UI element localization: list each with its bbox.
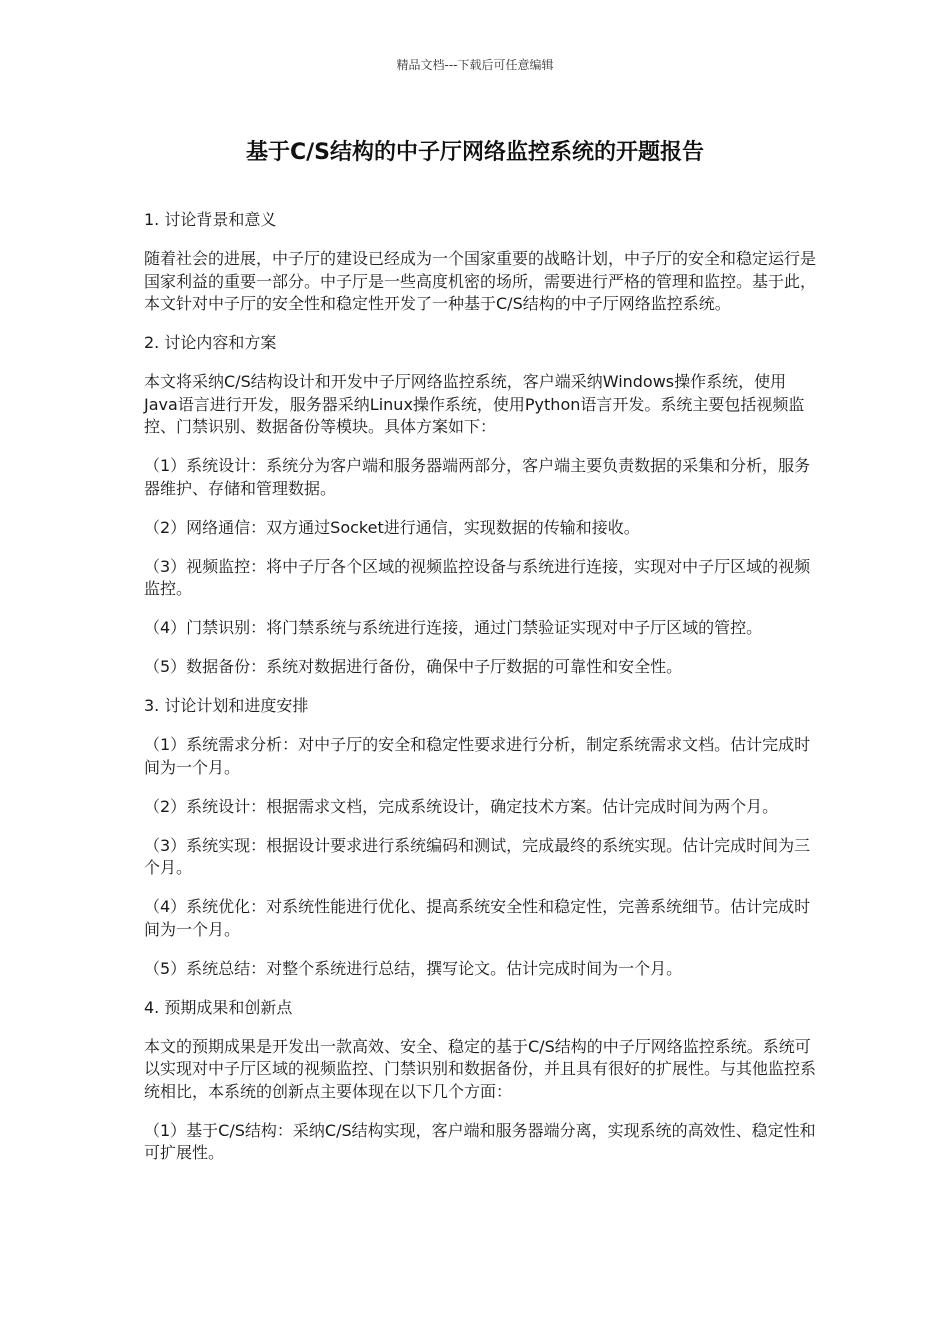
section-2-item-5: （5）数据备份：系统对数据进行备份，确保中子厅数据的可靠性和安全性。 (144, 657, 683, 676)
section-1-paragraph: 随着社会的进展，中子厅的建设已经成为一个国家重要的战略计划，中子厅的安全和稳定运行是国家利益的重要一部分。中子厅是一些高度机密的场所，需要进行严格的管理和监控。基于此，本文针对中子厅的安全性和稳定性开发了一种基于C/S结构的中子厅网络监控系统。 (144, 249, 817, 313)
document-title: 基于C/S结构的中子厅网络监控系统的开题报告 (245, 140, 705, 165)
section-4-item-1: （1）基于C/S结构：采纳C/S结构实现，客户端和服务器端分离，实现系统的高效性、稳定性和可扩展性。 (144, 1120, 816, 1162)
section-3-heading: 3. 讨论计划和进度安排 (144, 696, 309, 715)
document-body (144, 209, 816, 1181)
section-1-heading: 1. 讨论背景和意义 (144, 210, 277, 229)
section-2-item-1: （1）系统设计：系统分为客户端和服务器端两部分，客户端主要负责数据的采集和分析，服务器维护、存储和管理数据。 (144, 456, 811, 498)
section-4-heading: 4. 预期成果和创新点 (144, 997, 293, 1017)
section-2-paragraph: 本文将采纳C/S结构设计和开发中子厅网络监控系统，客户端采纳Windows操作系统，使用Java语言进行开发，服务器采纳Linux操作系统，使用Python语言开发。系统主要包括视频监控、门禁识别、数据备份等模块。具体方案如下： (144, 372, 805, 436)
section-3-item-1: （1）系统需求分析：对中子厅的安全和稳定性要求进行分析，制定系统需求文档。估计完成时间为一个月。 (144, 735, 811, 777)
section-3-item-5: （5）系统总结：对整个系统进行总结，撰写论文。估计完成时间为一个月。 (144, 958, 683, 978)
section-3-item-4: （4）系统优化：对系统性能进行优化、提高系统安全性和稳定性，完善系统细节。估计完成时间为一个月。 (144, 897, 811, 939)
section-2-heading: 2. 讨论内容和方案 (144, 333, 277, 352)
section-4-paragraph: 本文的预期成果是开发出一款高效、安全、稳定的基于C/S结构的中子厅网络监控系统。系统可以实现对中子厅区域的视频监控、门禁识别和数据备份，并且具有很好的扩展性。与其他监控系统相比，本系统的创新点主要体现在以下几个方面： (144, 1036, 817, 1101)
section-2-item-4: （4）门禁识别：将门禁系统与系统进行连接，通过门禁验证实现对中子厅区域的管控。 (144, 618, 763, 637)
section-3-item-3: （3）系统实现：根据设计要求进行系统编码和测试，完成最终的系统实现。估计完成时间为三个月。 (144, 835, 811, 877)
section-2-item-2: （2）网络通信：双方通过Socket进行通信，实现数据的传输和接收。 (144, 517, 640, 537)
section-2-item-3: （3）视频监控：将中子厅各个区域的视频监控设备与系统进行连接，实现对中子厅区域的视频监控。 (144, 556, 811, 598)
section-3-item-2: （2）系统设计：根据需求文档，完成系统设计，确定技术方案。估计完成时间为两个月。 (144, 796, 779, 816)
page-header: 精品文档---下载后可任意编辑 (396, 58, 554, 72)
